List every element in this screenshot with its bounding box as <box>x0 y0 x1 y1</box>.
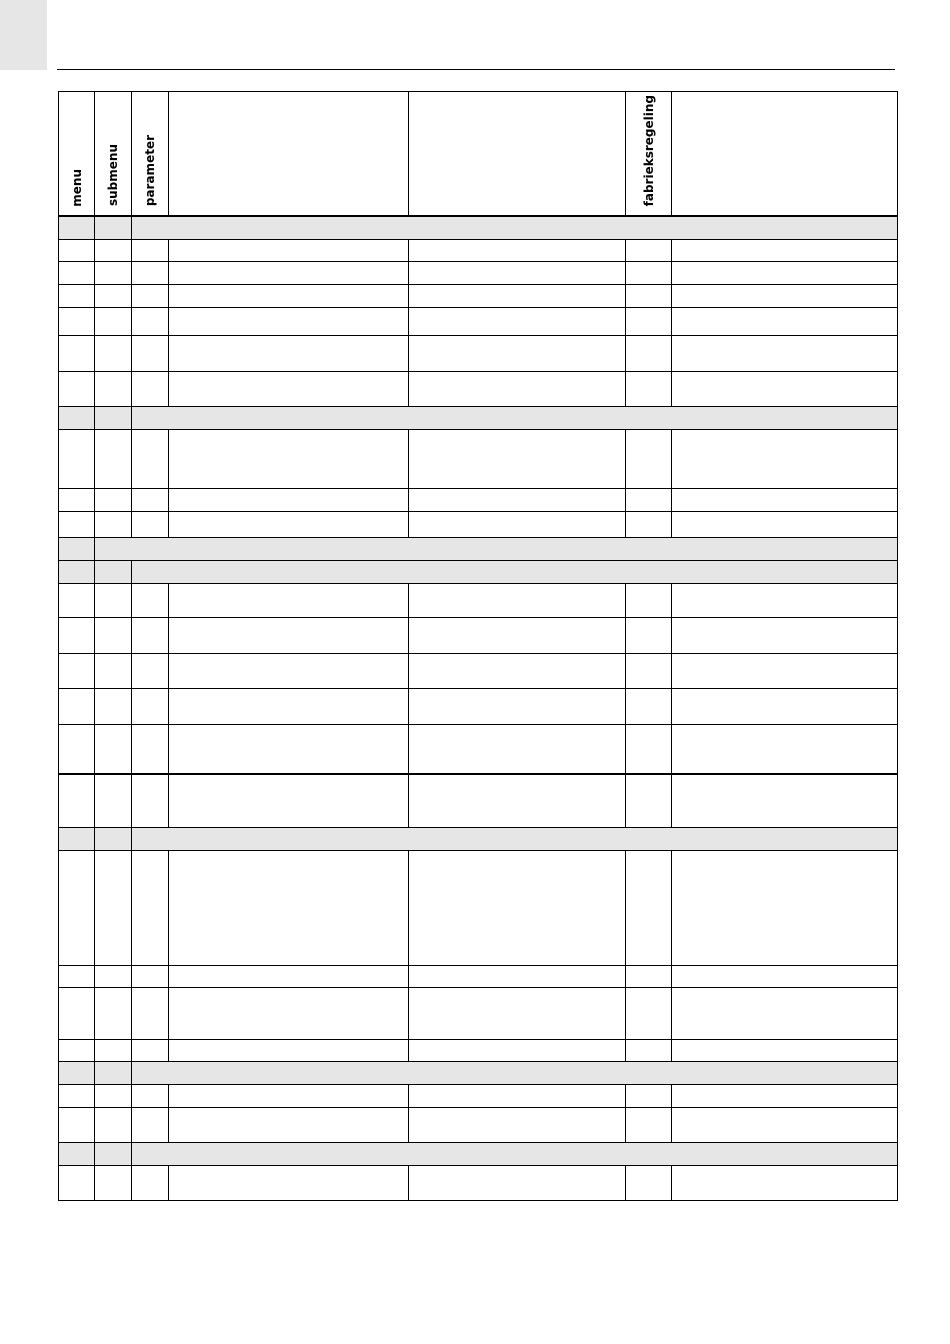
header-description <box>169 92 409 217</box>
section-row <box>59 827 898 850</box>
table-row <box>59 284 898 307</box>
header-submenu: submenu <box>95 92 132 217</box>
table-row <box>59 1039 898 1061</box>
table-row <box>59 488 898 511</box>
header-rule <box>57 69 895 70</box>
section-row <box>59 406 898 429</box>
settings-table <box>58 91 898 1201</box>
table-row <box>59 774 898 827</box>
table-row <box>59 965 898 987</box>
table-row <box>59 371 898 406</box>
table-row <box>59 653 898 688</box>
table-row <box>59 1165 898 1200</box>
section-row <box>59 560 898 583</box>
table-row <box>59 583 898 617</box>
table-header-row <box>59 92 898 217</box>
table-row <box>59 307 898 335</box>
section-row <box>59 216 898 239</box>
header-factory-setting: fabrieksregeling <box>626 92 672 217</box>
header-range <box>409 92 626 217</box>
table-row <box>59 617 898 653</box>
header-parameter: parameter <box>132 92 169 217</box>
table-row <box>59 429 898 488</box>
table-row <box>59 987 898 1039</box>
table-row <box>59 261 898 284</box>
page-corner-tab <box>0 0 47 70</box>
table-row <box>59 688 898 724</box>
table-row <box>59 850 898 965</box>
section-row <box>59 1142 898 1165</box>
header-notes <box>672 92 898 217</box>
table-row <box>59 1107 898 1142</box>
section-row <box>59 1061 898 1084</box>
section-row <box>59 537 898 560</box>
table-row <box>59 1084 898 1107</box>
table-row <box>59 239 898 261</box>
table-row <box>59 335 898 371</box>
table-row <box>59 724 898 774</box>
table-row <box>59 511 898 537</box>
header-menu: menu <box>59 92 95 217</box>
